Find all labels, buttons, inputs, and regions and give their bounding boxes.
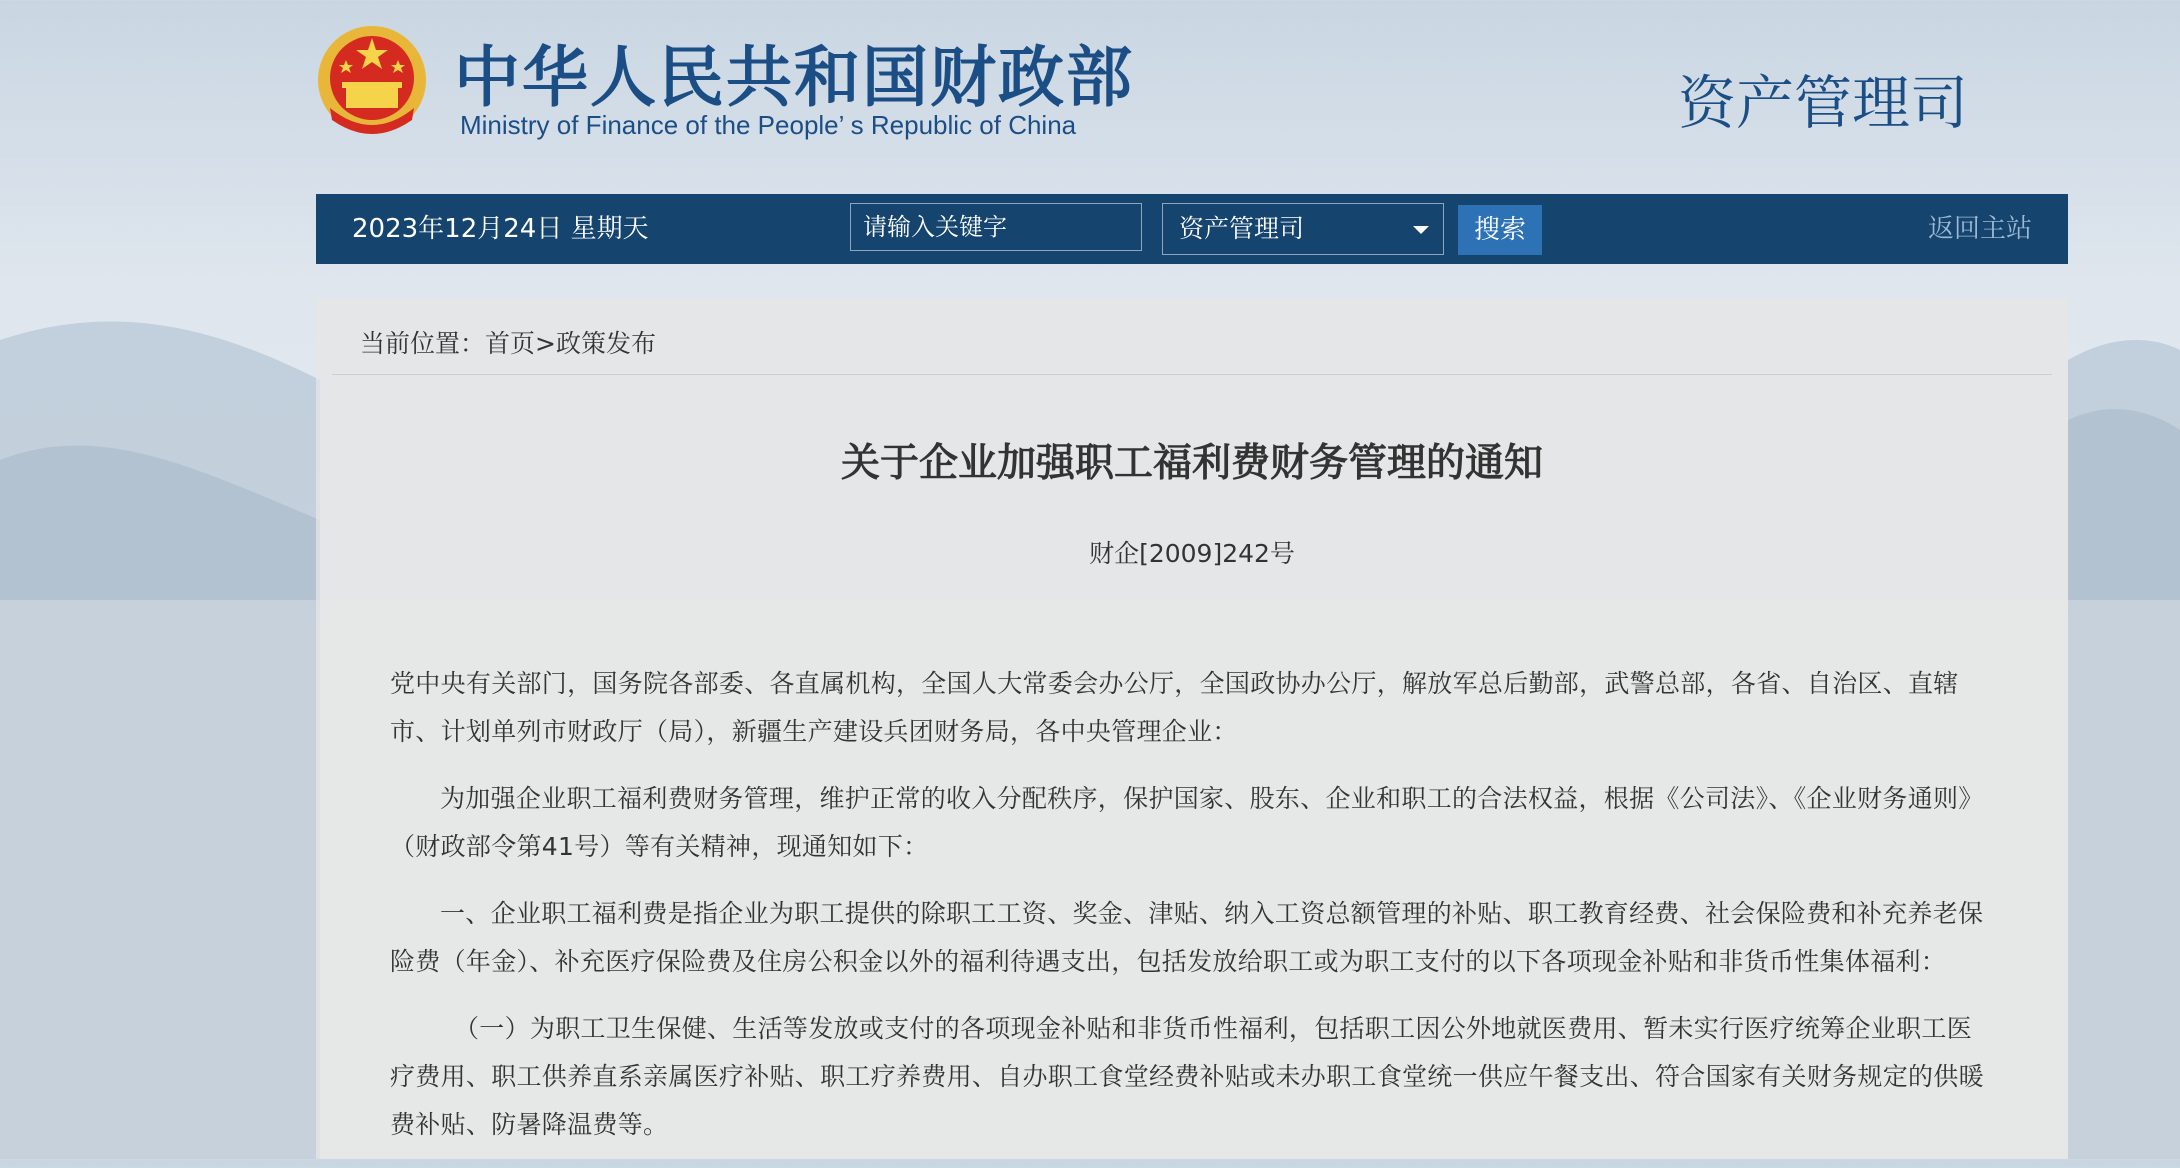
chevron-down-icon	[1413, 226, 1429, 234]
article-body	[390, 660, 1986, 1168]
content-panel	[316, 298, 2068, 1159]
article-title: 关于企业加强职工福利费财务管理的通知	[840, 441, 1543, 486]
department-select[interactable]	[1162, 203, 1444, 255]
breadcrumb-current-link[interactable]: 政策发布	[555, 329, 656, 358]
search-input[interactable]	[850, 203, 1142, 251]
site-header	[316, 20, 2068, 185]
article-paragraph: （一）为职工卫生保健、生活等发放或支付的各项现金补贴和非货币性福利，包括职工因公外地就医费用、暂未实行医疗统筹企业职工医疗费用、职工供养直系亲属医疗补贴、职工疗养费用、自办职工食堂经费补贴或未办职工食堂统一供应午餐支出、符合国家有关财务规定的供暖费补贴、防暑降温费等。	[390, 1014, 1984, 1139]
breadcrumb-home-link[interactable]: 首页	[485, 329, 536, 358]
search-button[interactable]: 搜索	[1458, 205, 1542, 255]
breadcrumb	[360, 324, 656, 360]
article-paragraph: 为加强企业职工福利费财务管理，维护正常的收入分配秩序，保护国家、股东、企业和职工的合法权益，根据《公司法》、《企业财务通则》（财政部令第41号）等有关精神，现通知如下：	[390, 784, 1984, 861]
nav-bar	[316, 194, 2068, 264]
department-select-value: 资产管理司	[1179, 214, 1305, 243]
site-title-en: Ministry of Finance of the People’ s Republic of China	[460, 110, 1077, 140]
national-emblem-icon	[316, 24, 428, 146]
breadcrumb-divider	[332, 374, 2052, 375]
current-date: 2023年12月24日 星期天	[352, 214, 649, 244]
breadcrumb-separator: >	[535, 329, 556, 358]
department-name: 资产管理司	[1677, 69, 1968, 137]
article-paragraph: 党中央有关部门，国务院各部委、各直属机构，全国人大常委会办公厅，全国政协办公厅，解放军总后勤部，武警总部，各省、自治区、直辖市、计划单列市财政厅（局），新疆生产建设兵团财务局，各中央管理企业：	[390, 669, 1959, 746]
document-number: 财企[2009]242号	[1089, 539, 1295, 568]
article-paragraph: 一、企业职工福利费是指企业为职工提供的除职工工资、奖金、津贴、纳入工资总额管理的补贴、职工教育经费、社会保险费和补充养老保险费（年金）、补充医疗保险费及住房公积金以外的福利待遇支出，包括发放给职工或为职工支付的以下各项现金补贴和非货币性集体福利：	[390, 899, 1984, 976]
breadcrumb-prefix: 当前位置：	[360, 329, 486, 358]
return-home-link[interactable]: 返回主站	[1927, 214, 2032, 244]
site-title-cn: 中华人民共和国财政部	[454, 39, 1134, 116]
